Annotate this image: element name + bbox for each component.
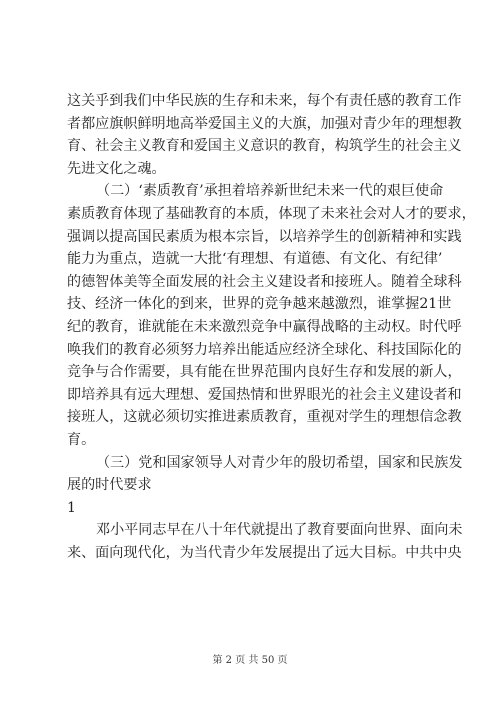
page-footer: 第 2 页 共 50 页	[212, 655, 288, 666]
section-heading-2: （二）‘素质教育’承担着培养新世纪未来一代的艰巨使命	[96, 183, 444, 200]
text-line: 育。	[67, 431, 96, 448]
text-line: 这关乎到我们中华民族的生存和未来，每个有责任感的教育工作	[67, 93, 462, 109]
subsection-number: 1	[67, 499, 76, 516]
text-line: 唤我们的教育必须努力培养出能适应经济全球化、科技国际化的	[67, 341, 462, 358]
text-line: 强调以提高国民素质为根本宗旨，以培养学生的创新精神和实践	[67, 228, 462, 245]
text-line: 的德智体美等全面发展的社会主义建设者和接班人。随着全球科	[67, 273, 462, 290]
text-line: 来、面向现代化，为当代青少年发展提出了远大目标。中共中央	[67, 544, 462, 561]
text-line: 展的时代要求	[67, 477, 152, 494]
body-text	[67, 90, 476, 564]
text-line: 即培养具有远大理想、爱国热情和世界眼光的社会主义建设者和	[67, 386, 462, 403]
text-line: 素质教育体现了基础教育的本质，体现了未来社会对人才的要求，	[67, 205, 476, 222]
section-heading-3: （三）党和国家领导人对青少年的殷切希望，国家和民族发	[96, 454, 463, 471]
text-line: 竞争与合作需要，具有能在世界范围内良好生存和发展的新人，	[67, 364, 462, 381]
text-line: 纪的教育，谁就能在未来激烈竞争中赢得战略的主动权。时代呼	[67, 318, 462, 335]
text-line: 邓小平同志早在八十年代就提出了教育要面向世界、面向未	[96, 522, 463, 539]
text-line: 技、经济一体化的到来，世界的竞争越来越激烈，谁掌握21世	[67, 296, 452, 313]
text-line: 者都应旗帜鲜明地高举爱国主义的大旗，加强对青少年的理想教	[67, 115, 462, 132]
text-line: 能力为重点，造就一大批‘有理想、有道德、有文化、有纪律’	[67, 251, 443, 268]
text-line: 接班人，这就必须切实推进素质教育，重视对学生的理想信念教	[67, 409, 462, 426]
text-line: 育、社会主义教育和爱国主义意识的教育，构筑学生的社会主义	[67, 138, 462, 155]
text-line: 先进文化之魂。	[67, 160, 166, 177]
